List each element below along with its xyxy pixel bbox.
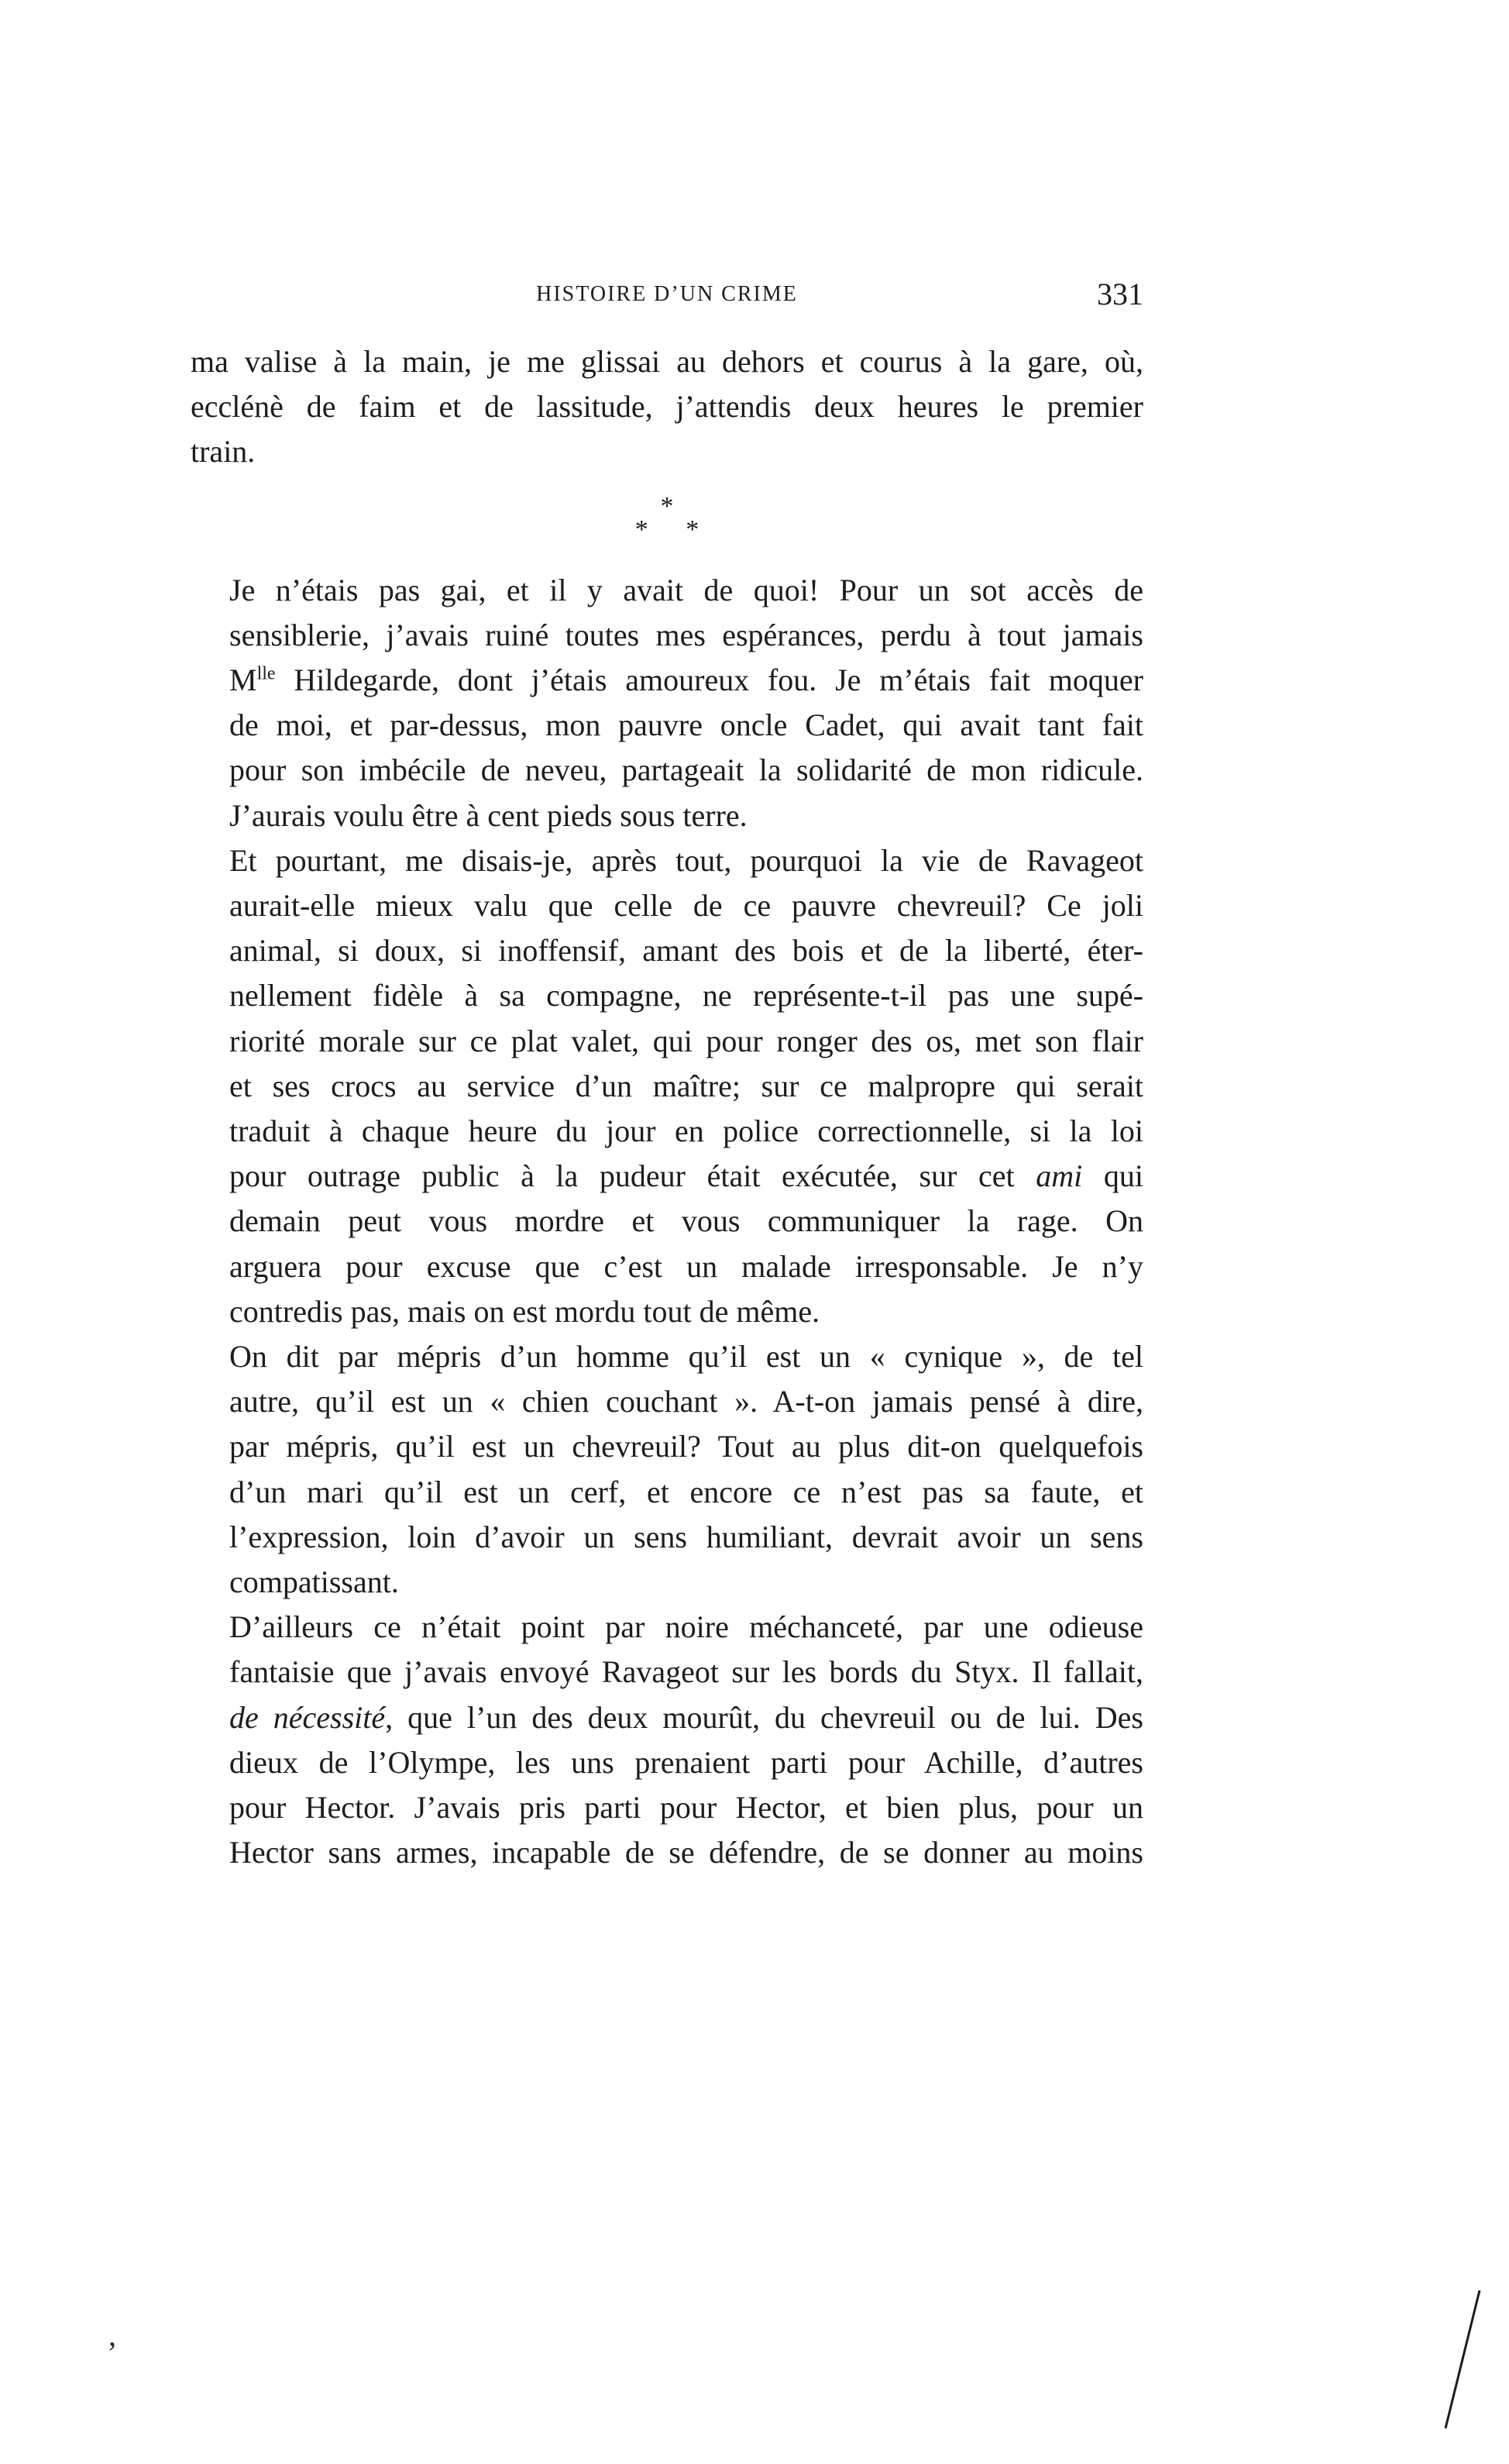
paragraph xyxy=(191,1605,1143,1875)
text-line: l’expression, loin d’avoir un sens humiliant, devrait avoir un sens xyxy=(229,1519,1143,1554)
text-line: J’aurais voulu être à cent pieds sous terre. xyxy=(229,797,748,833)
text-line: contredis pas, mais on est mordu tout de même. xyxy=(229,1293,820,1329)
text-line: ecclénè de faim et de lassitude, j’attendis deux heures le premier xyxy=(191,389,1143,425)
text-line: pour son imbécile de neveu, partageait la solidarité de mon ridicule. xyxy=(229,752,1143,788)
text-line: autre, qu’il est un « chien couchant ». A-t-on jamais pensé à dire, xyxy=(229,1384,1143,1420)
paragraph xyxy=(191,1334,1143,1605)
text-line: arguera pour excuse que c’est un malade irresponsable. Je n’y xyxy=(229,1248,1143,1284)
text-line: Hector sans armes, incapable de se défendre, de se donner au moins xyxy=(229,1835,1143,1870)
text-line: aurait-elle mieux valu que celle de ce pauvre chevreuil? Ce joli xyxy=(229,888,1143,924)
honorific-superscript: lle xyxy=(256,663,276,684)
text-line: fantaisie que j’avais envoyé Ravageot sur les bords du Styx. Il fallait, xyxy=(229,1654,1143,1690)
paragraph xyxy=(191,568,1143,838)
paragraph xyxy=(191,838,1143,1334)
text-line: traduit à chaque heure du jour en police correctionnelle, si la loi xyxy=(229,1113,1143,1149)
slash-mark xyxy=(1439,2286,1486,2433)
text-fragment: qui xyxy=(1082,1158,1143,1194)
text-line: D’ailleurs ce n’était point par noire méchanceté, par une odieuse xyxy=(229,1609,1143,1645)
text-line: riorité morale sur ce plat valet, qui pour ronger des os, met son flair xyxy=(229,1023,1143,1058)
text-line: compatissant. xyxy=(229,1564,399,1600)
running-head xyxy=(191,276,1143,315)
text-fragment: pour outrage public à la pudeur était exécutée, sur cet xyxy=(229,1158,1036,1194)
stray-comma-mark: , xyxy=(108,2318,116,2352)
honorific: M xyxy=(229,662,257,698)
text-line: On dit par mépris d’un homme qu’il est un « cynique », de tel xyxy=(229,1339,1143,1375)
text-line: Je n’étais pas gai, et il y avait de quoi! Pour un sot accès de xyxy=(229,572,1143,607)
italic-phrase: de nécessité xyxy=(229,1699,386,1735)
text-fragment: Hildegarde, dont j’étais amoureux fou. Je m’étais fait moquer xyxy=(275,662,1143,698)
text-line: de moi, et par-dessus, mon pauvre oncle Cadet, qui avait tant fait xyxy=(229,707,1143,743)
text-line: pour Hector. J’avais pris parti pour Hector, et bien plus, pour un xyxy=(229,1790,1143,1826)
text-line: sensiblerie, j’avais ruiné toutes mes espérances, perdu à tout jamais xyxy=(229,617,1143,652)
separator-asterisks-bottom: * * xyxy=(634,514,715,544)
text-line xyxy=(191,1154,1143,1199)
text-fragment: , que l’un des deux mourût, du chevreuil ou de lui. Des xyxy=(385,1699,1143,1735)
page-number: 331 xyxy=(1097,277,1143,311)
text-line: nellement fidèle à sa compagne, ne représente-t-il pas une supé- xyxy=(229,978,1143,1013)
text-line xyxy=(191,658,1143,703)
paragraph-continuation xyxy=(191,339,1143,475)
separator-asterisk-top: * xyxy=(660,491,674,521)
text-line: Et pourtant, me disais-je, après tout, pourquoi la vie de Ravageot xyxy=(229,842,1143,878)
text-line: ma valise à la main, je me glissai au dehors et courus à la gare, où, xyxy=(191,344,1143,379)
running-title: HISTOIRE D’UN CRIME xyxy=(536,282,798,306)
text-line: train. xyxy=(191,434,256,470)
text-line: animal, si doux, si inoffensif, amant des bois et de la liberté, éter- xyxy=(229,933,1143,969)
text-line xyxy=(191,1695,1143,1740)
text-line: par mépris, qu’il est un chevreuil? Tout au plus dit-on quelquefois xyxy=(229,1429,1143,1464)
text-line: et ses crocs au service d’un maître; sur ce malpropre qui serait xyxy=(229,1068,1143,1103)
section-separator xyxy=(191,475,1143,568)
text-line: d’un mari qu’il est un cerf, et encore ce n’est pas sa faute, et xyxy=(229,1474,1143,1509)
italic-word: ami xyxy=(1036,1158,1083,1194)
text-line: demain peut vous mordre et vous communiquer la rage. On xyxy=(229,1203,1143,1239)
text-line: dieux de l’Olympe, les uns prenaient parti pour Achille, d’autres xyxy=(229,1744,1143,1780)
body-text xyxy=(191,339,1143,1876)
